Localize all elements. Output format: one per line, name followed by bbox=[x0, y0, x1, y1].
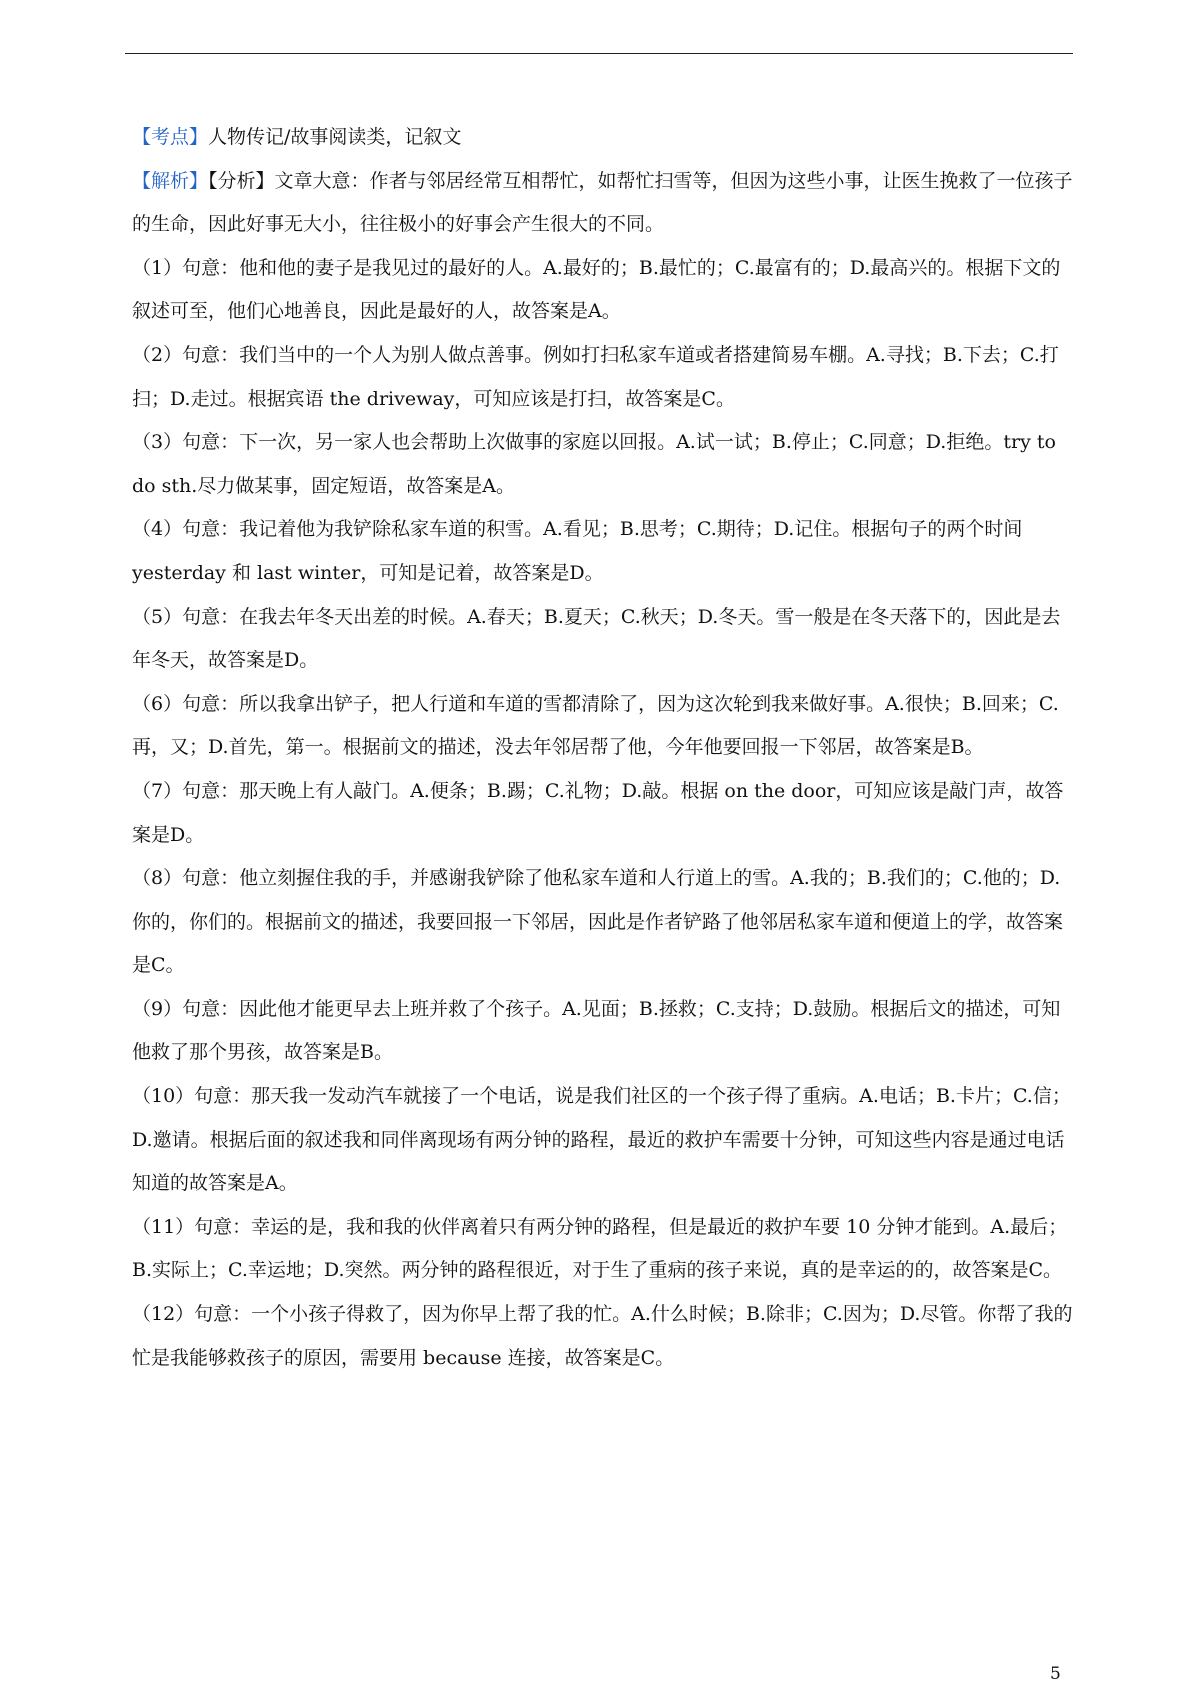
answer-item-11: （11）句意：幸运的是，我和我的伙伴离着只有两分钟的路程，但是最近的救护车要 10 分钟才能到。A.最后；B.实际上；C.幸运地；D.突然。两分钟的路程很近，对于生了重病的孩子来说，真的是幸运的的，故答案是C。 bbox=[132, 1215, 1068, 1282]
answer-item-3: （3）句意：下一次，另一家人也会帮助上次做事的家庭以回报。A.试一试；B.停止；C.同意；D.拒绝。try to do sth.尽力做某事，固定短语，故答案是A。 bbox=[132, 431, 1056, 497]
jiexi-paragraph bbox=[132, 160, 1076, 247]
kaodian-paragraph bbox=[132, 116, 1076, 160]
answer-item-9: （9）句意：因此他才能更早去上班并救了个孩子。A.见面；B.拯救；C.支持；D.鼓励。根据后文的描述，可知他救了那个男孩，故答案是B。 bbox=[132, 997, 1061, 1064]
answer-item-1: （1）句意：他和他的妻子是我见过的最好的人。A.最好的；B.最忙的；C.最富有的；D.最高兴的。根据下文的叙述可至，他们心地善良，因此是最好的人，故答案是A。 bbox=[132, 256, 1061, 323]
jiexi-text: 【分析】文章大意：作者与邻居经常互相帮忙，如帮忙扫雪等，但因为这些小事，让医生挽救了一位孩子的生命，因此好事无大小，往往极小的好事会产生很大的不同。 bbox=[132, 169, 1073, 236]
answer-item-6: （6）句意：所以我拿出铲子，把人行道和车道的雪都清除了，因为这次轮到我来做好事。A.很快；B.回来；C.再，又；D.首先，第一。根据前文的描述，没去年邻居帮了他，今年他要回报一下邻居，故答案是B。 bbox=[132, 692, 1059, 759]
answer-item-2: （2）句意：我们当中的一个人为别人做点善事。例如打扫私家车道或者搭建简易车棚。A.寻找；B.下去；C.打扫；D.走过。根据宾语 the driveway，可知应该是打扫，故答案是C。 bbox=[132, 343, 1059, 410]
answer-item-12: （12）句意：一个小孩子得救了，因为你早上帮了我的忙。A.什么时候；B.除非；C.因为；D.尽管。你帮了我的忙是我能够救孩子的原因，需要用 because 连接，故答案是C。 bbox=[132, 1303, 1073, 1369]
answer-item-7: （7）句意：那天晚上有人敲门。A.便条；B.踢；C.礼物；D.敲。根据 on the door，可知应该是敲门声，故答案是D。 bbox=[132, 779, 1064, 846]
kaodian-tag: 【考点】 bbox=[132, 126, 209, 148]
kaodian-text: 人物传记/故事阅读类，记叙文 bbox=[208, 126, 462, 148]
answer-item-10: （10）句意：那天我一发动汽车就接了一个电话，说是我们社区的一个孩子得了重病。A.电话；B.卡片；C.信；D.邀请。根据后面的叙述我和同伴离现场有两分钟的路程，最近的救护车需要十分钟，可知这些内容是通过电话知道的故答案是A。 bbox=[132, 1085, 1071, 1195]
answer-item-8: （8）句意：他立刻握住我的手，并感谢我铲除了他私家车道和人行道上的雪。A.我的；B.我们的；C.他的；D.你的，你们的。根据前文的描述，我要回报一下邻居，因此是作者铲路了他邻居私家车道和便道上的学，故答案是C。 bbox=[132, 867, 1064, 977]
answer-item-5: （5）句意：在我去年冬天出差的时候。A.春天；B.夏天；C.秋天；D.冬天。雪一般是在冬天落下的，因此是去年冬天，故答案是D。 bbox=[132, 605, 1061, 672]
page-number: 5 bbox=[1050, 1664, 1061, 1684]
header-rule bbox=[125, 53, 1073, 54]
jiexi-tag: 【解析】 bbox=[132, 169, 209, 192]
answer-item-4: （4）句意：我记着他为我铲除私家车道的积雪。A.看见；B.思考；C.期待；D.记住。根据句子的两个时间 yesterday 和 last winter，可知是记着，故答案是D。 bbox=[132, 518, 1023, 584]
answer-analysis bbox=[132, 116, 1076, 1380]
